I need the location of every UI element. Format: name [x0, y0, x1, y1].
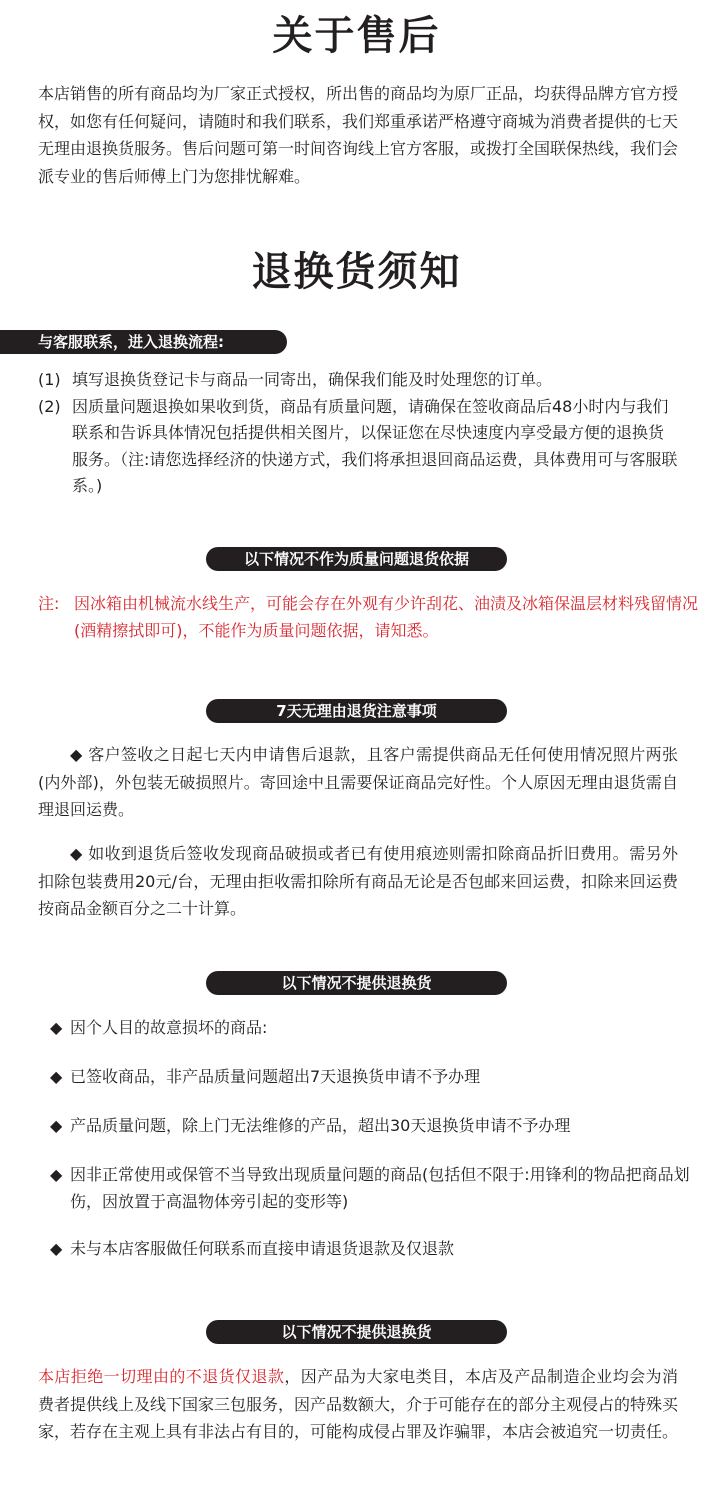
no-return-item — [50, 1162, 690, 1215]
no-refund-only-header-banner: 以下情况不提供退换货 — [206, 1320, 507, 1344]
no-return-item-text: 未与本店客服做任何联系而直接申请退货退款及仅退款 — [70, 1239, 455, 1258]
seven-day-item-text: 如收到退货后签收发现商品破损或者已有使用痕迹则需扣除商品折旧费用。需另外扣除包装费用20元/台，无理由拒收需扣除所有商品无论是否包邮来回运费，扣除来回运费按商品金额百分之二十计算。 — [38, 844, 678, 918]
seven-day-item — [38, 741, 678, 824]
no-return-item — [50, 1113, 690, 1140]
diamond-bullet-icon: ◆ — [50, 1116, 63, 1135]
no-return-item — [50, 1015, 690, 1042]
return-step — [38, 367, 678, 394]
refuse-refund-only-text: 本店拒绝一切理由的不退货仅退款 — [38, 1367, 285, 1386]
seven-day-item — [38, 840, 678, 923]
no-refund-only-paragraph — [38, 1363, 678, 1446]
return-notice-title: 退换货须知 — [251, 249, 462, 295]
diamond-bullet-icon: ◆ — [50, 1067, 63, 1086]
step-number: (1) — [38, 370, 61, 389]
no-return-header-banner: 以下情况不提供退换货 — [206, 971, 507, 995]
note-label: 注: — [38, 594, 60, 613]
note-text: 因冰箱由机械流水线生产，可能会存在外观有少许刮花、油渍及冰箱保温层材料残留情况(酒精擦拭即可)，不能作为质量问题依据，请知悉。 — [74, 594, 699, 640]
return-steps-list — [38, 367, 678, 500]
no-refund-only-text: ，因产品为大家电类目，本店及产品制造企业均会为消费者提供线上及线下国家三包服务，因产品数额大，介于可能存在的部分主观侵占的特殊买家，若存在主观上具有非法占有目的，可能构成侵占罪及诈骗罪，本店会被追究一切责任。 — [38, 1367, 679, 1441]
seven-day-item-text: 客户签收之日起七天内申请售后退款，且客户需提供商品无任何使用情况照片两张(内外部)，外包装无破损照片。寄回途中且需要保证商品完好性。个人原因无理由退货需自理退回运费。 — [38, 745, 678, 819]
step-text: 因质量问题退换如果收到货，商品有质量问题，请确保在签收商品后48小时内与我们联系和告诉具体情况包括提供相关图片，以保证您在尽快速度内享受最方便的退换货服务。（注:请您选择经济的快递方式，我们将承担退回商品运费，具体费用可与客服联系。) — [72, 396, 678, 495]
seven-day-header-banner: 7天无理由退货注意事项 — [206, 699, 507, 723]
after-sales-title: 关于售后 — [272, 13, 441, 59]
diamond-bullet-icon: ◆ — [70, 745, 83, 764]
no-return-item-text: 因个人目的故意损坏的商品: — [70, 1018, 268, 1037]
diamond-bullet-icon: ◆ — [70, 844, 83, 863]
no-return-item — [50, 1064, 690, 1091]
after-sales-paragraph: 本店销售的所有商品均为厂家正式授权，所出售的商品均为原厂正品，均获得品牌方官方授权，如您有任何疑问，请随时和我们联系，我们郑重承诺严格遵守商城为消费者提供的七天无理由退换货服务。售后问题可第一时间咨询线上官方客服，或拨打全国联保热线，我们会派专业的售后师傅上门为您排忧解难。 — [38, 84, 679, 186]
contact-header-banner: 与客服联系，进入退换流程: — [0, 330, 287, 354]
return-step — [38, 394, 678, 500]
no-return-item — [50, 1236, 690, 1263]
not-quality-header-banner: 以下情况不作为质量问题退货依据 — [206, 547, 507, 571]
diamond-bullet-icon: ◆ — [50, 1165, 63, 1184]
diamond-bullet-icon: ◆ — [50, 1239, 63, 1258]
step-number: (2) — [38, 396, 61, 416]
step-text: 填写退换货登记卡与商品一同寄出，确保我们能及时处理您的订单。 — [72, 370, 553, 389]
not-quality-note — [38, 591, 713, 644]
no-return-item-text: 已签收商品，非产品质量问题超出7天退换货申请不予办理 — [70, 1067, 481, 1086]
no-return-item-text: 因非正常使用或保管不当导致出现质量问题的商品(包括但不限于:用锋利的物品把商品划伤，因放置于高温物体旁引起的变形等) — [70, 1165, 690, 1211]
no-return-item-text: 产品质量问题，除上门无法维修的产品，超出30天退换货申请不予办理 — [70, 1116, 571, 1135]
diamond-bullet-icon: ◆ — [50, 1018, 63, 1037]
